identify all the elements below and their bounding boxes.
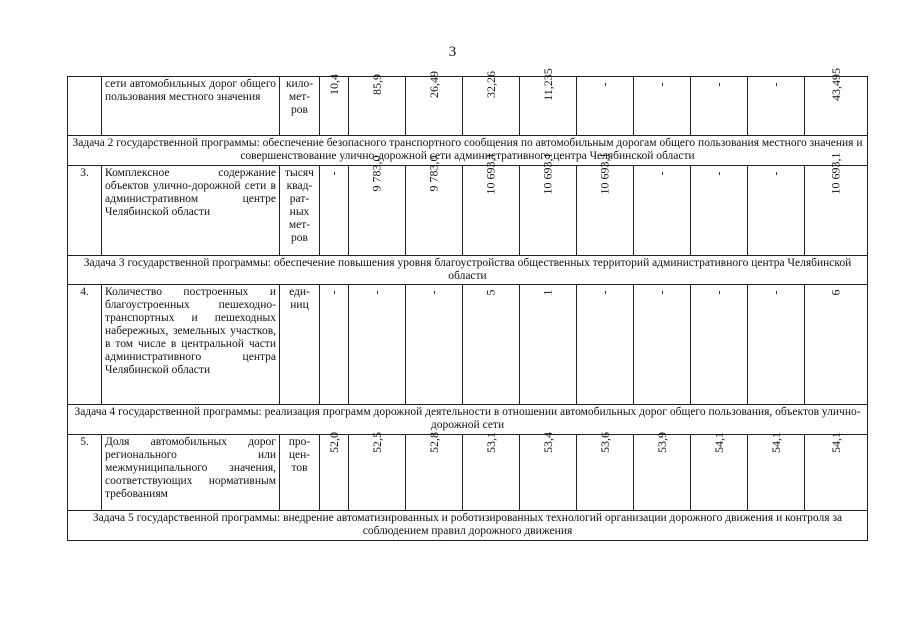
task-heading: Задача 2 государственной программы: обеспечение безопасного транспортного сообщения по автомобильным дорогам общего пользования местного значения и совершенствование улично-дорожной сети административного центра Челябинской области	[68, 136, 868, 166]
unit-of-measure: про- цен- тов	[280, 435, 320, 511]
indicator-name: Доля автомобильных дорог регионального или межмуниципального значения, соответствующих нормативным требованиям	[102, 435, 280, 511]
value-cell	[463, 432, 520, 511]
value-text: -	[711, 171, 726, 176]
value-cell	[463, 152, 520, 256]
value-cell	[691, 432, 748, 511]
value-text: 11,235	[540, 68, 555, 101]
value-text: -	[768, 82, 783, 87]
value-text: 54,1	[711, 432, 726, 453]
value-cell	[748, 77, 805, 136]
value-cell	[691, 77, 748, 136]
value-cell	[320, 432, 349, 511]
value-cell	[691, 166, 748, 256]
value-text: -	[711, 290, 726, 295]
value-cell	[520, 68, 577, 136]
value-cell	[349, 155, 406, 256]
value-text: 5	[483, 289, 498, 296]
value-text: -	[597, 290, 612, 295]
value-cell	[748, 166, 805, 256]
value-cell	[634, 77, 691, 136]
value-text: 9 783,0	[426, 155, 441, 192]
unit-of-measure: тысяч квад- рат- ных мет- ров	[280, 166, 320, 256]
value-text: 10 693,1	[540, 152, 555, 195]
value-cell	[406, 432, 463, 511]
value-text: 32,26	[483, 71, 498, 98]
value-text: 52,5	[369, 432, 384, 453]
value-text: 53,1	[483, 432, 498, 453]
value-text: -	[326, 290, 341, 295]
value-text: 10 693,1	[483, 152, 498, 195]
value-text: 43,495	[828, 68, 843, 101]
task-heading: Задача 5 государственной программы: внедрение автоматизированных и роботизированных технологий организации дорожного движения и контроля за соблюдением правил дорожного движения	[68, 511, 868, 541]
value-cell	[406, 155, 463, 256]
value-text: -	[326, 171, 341, 176]
indicator-name: Количество построенных и благоустроенных пешеходно-транспортных и пешеходных набережных, земельных участков, в том числе в центральной части административного центра Челябинской области	[102, 285, 280, 405]
value-cell	[577, 285, 634, 405]
value-cell	[320, 166, 349, 256]
value-cell	[406, 285, 463, 405]
value-cell	[520, 432, 577, 511]
value-cell	[320, 74, 349, 136]
value-text: 26,49	[426, 71, 441, 98]
value-text: 1	[540, 289, 555, 296]
value-cell	[805, 432, 868, 511]
value-cell	[805, 285, 868, 405]
value-cell	[577, 432, 634, 511]
value-cell	[748, 285, 805, 405]
indicator-row	[68, 285, 868, 405]
value-text: -	[654, 290, 669, 295]
value-text: 10,4	[326, 74, 341, 95]
value-text: -	[768, 290, 783, 295]
task-row	[68, 511, 868, 541]
indicator-name: Комплексное содержание объектов улично-дорожной сети в административном центре Челябинской области	[102, 166, 280, 256]
value-cell	[349, 432, 406, 511]
value-text: 6	[828, 289, 843, 296]
indicator-row	[68, 77, 868, 136]
value-text: 85,9	[369, 74, 384, 95]
value-text: -	[654, 171, 669, 176]
value-cell	[320, 285, 349, 405]
row-number: 4.	[68, 285, 102, 405]
value-cell	[691, 285, 748, 405]
value-text: -	[768, 171, 783, 176]
row-number: 5.	[68, 435, 102, 511]
value-text: 9 783,0	[369, 155, 384, 192]
value-cell	[577, 77, 634, 136]
value-cell	[577, 152, 634, 256]
value-text: 10 693,1	[597, 152, 612, 195]
value-text: 54,1	[768, 432, 783, 453]
indicator-name: сети автомобильных дорог общего пользования местного значения	[102, 77, 280, 136]
task-heading: Задача 3 государственной программы: обеспечение повышения уровня благоустройства общественных территорий административного центра Челябинской области	[68, 256, 868, 285]
value-cell	[805, 68, 868, 136]
task-row	[68, 256, 868, 285]
indicator-row	[68, 166, 868, 256]
value-cell	[634, 285, 691, 405]
value-cell	[349, 74, 406, 136]
value-text: 53,6	[597, 432, 612, 453]
value-cell	[634, 166, 691, 256]
value-text: -	[654, 82, 669, 87]
unit-of-measure: еди- ниц	[280, 285, 320, 405]
task-row	[68, 136, 868, 166]
indicators-table	[67, 68, 868, 541]
value-cell	[748, 432, 805, 511]
value-cell	[349, 285, 406, 405]
value-cell	[463, 71, 520, 136]
value-cell	[520, 152, 577, 256]
value-text: 54,1	[828, 432, 843, 453]
value-cell	[406, 71, 463, 136]
row-number	[68, 77, 102, 136]
value-text: -	[369, 290, 384, 295]
value-text: -	[597, 82, 612, 87]
page-number: 3	[448, 44, 457, 60]
value-text: -	[426, 290, 441, 295]
value-cell	[520, 285, 577, 405]
value-text: 53,4	[540, 432, 555, 453]
value-text: 52,8	[426, 432, 441, 453]
value-text: 52,0	[326, 432, 341, 453]
row-number: 3.	[68, 166, 102, 256]
value-cell	[805, 152, 868, 256]
unit-of-measure: кило- мет- ров	[280, 77, 320, 136]
value-text: -	[711, 82, 726, 87]
task-heading: Задача 4 государственной программы: реализация программ дорожной деятельности в отношении автомобильных дорог общего пользования, объектов улично-дорожной сети	[68, 405, 868, 435]
task-row	[68, 405, 868, 435]
value-text: 53,9	[654, 432, 669, 453]
indicator-row	[68, 435, 868, 511]
value-cell	[463, 285, 520, 405]
value-cell	[634, 432, 691, 511]
value-text: 10 693,1	[828, 152, 843, 195]
